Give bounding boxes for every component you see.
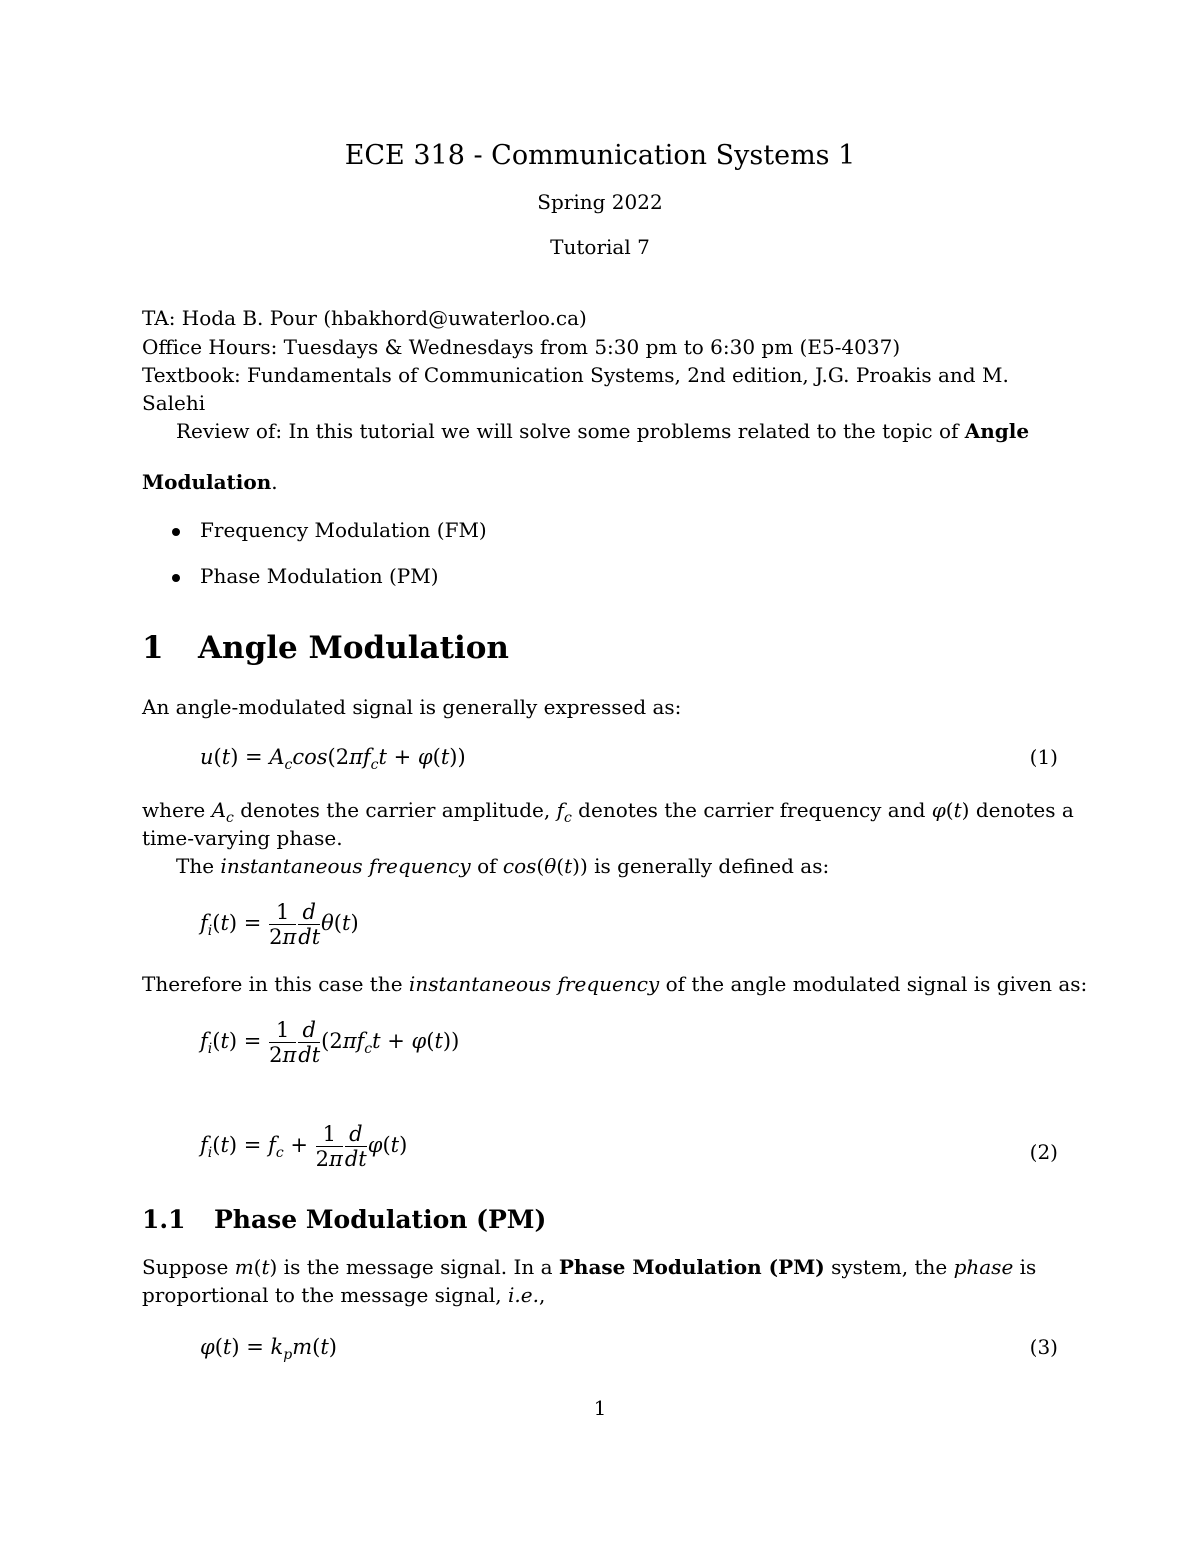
equation-instantaneous-frequency: $f_i(t)$ = $\frac{1}{2\pi}$ $\frac{d}{dt}$ θ(t) <box>200 900 359 949</box>
ta-line: TA: Hoda B. Pour (hbakhord@uwaterloo.ca) <box>142 306 587 330</box>
page-number: 1 <box>593 1396 607 1420</box>
tutorial-label: Tutorial 7 <box>550 235 650 259</box>
bullet-item-pm: Phase Modulation (PM) <box>200 564 439 588</box>
review-line-2: Modulation. <box>142 470 278 494</box>
subsection-heading-phase-modulation: 1.1 Phase Modulation (PM) <box>142 1205 547 1234</box>
bullet-icon <box>172 574 180 582</box>
equation-3-number: (3) <box>1029 1335 1058 1359</box>
equation-1-number: (1) <box>1029 745 1058 769</box>
pm-paragraph-line-1: Suppose m(t) is the message signal. In a Phase Modulation (PM) system, the phase is <box>142 1255 1037 1279</box>
office-hours-line: Office Hours: Tuesdays & Wednesdays from 5:30 pm to 6:30 pm (E5-4037) <box>142 335 901 359</box>
bullet-item-fm: Frequency Modulation (FM) <box>200 518 487 542</box>
therefore-line: Therefore in this case the instantaneous frequency of the angle modulated signal is given as: <box>142 972 1088 996</box>
equation-1: $u(t) = A_c\cos(2\pi f_ct + \varphi(t))$ <box>200 745 466 774</box>
equation-3: $\varphi(t) = k_pm(t)$ <box>200 1335 337 1364</box>
equation-instantaneous-frequency-expanded: $f_i(t)$ = $\frac{1}{2\pi}$ $\frac{d}{dt}$ $(2\pi f_ct + \varphi(t))$ <box>200 1018 460 1067</box>
instantaneous-frequency-line: The instantaneous frequency of cos(θ(t)) is generally defined as: <box>176 854 830 878</box>
where-line-2: time-varying phase. <box>142 826 343 850</box>
equation-2-number: (2) <box>1029 1140 1058 1164</box>
textbook-line: Textbook: Fundamentals of Communication Systems, 2nd edition, J.G. Proakis and M. <box>142 363 1009 387</box>
where-line: where $A_c$ denotes the carrier amplitude, $f_c$ denotes the carrier frequency and φ(t) denotes a <box>142 798 1074 826</box>
pm-paragraph-line-2: proportional to the message signal, i.e., <box>142 1283 546 1307</box>
section1-intro: An angle-modulated signal is generally expressed as: <box>142 695 682 719</box>
document-title: ECE 318 - Communication Systems 1 <box>344 140 856 171</box>
section-heading-angle-modulation: 1 Angle Modulation <box>142 630 509 666</box>
term-label: Spring 2022 <box>537 190 663 214</box>
bullet-icon <box>172 528 180 536</box>
equation-2: $f_i(t) = f_c$ + $\frac{1}{2\pi}$ $\frac{d}{dt}$ φ(t) <box>200 1122 408 1171</box>
review-line: Review of: In this tutorial we will solve some problems related to the topic of Angle <box>176 419 1030 443</box>
textbook-line-2: Salehi <box>142 391 206 415</box>
